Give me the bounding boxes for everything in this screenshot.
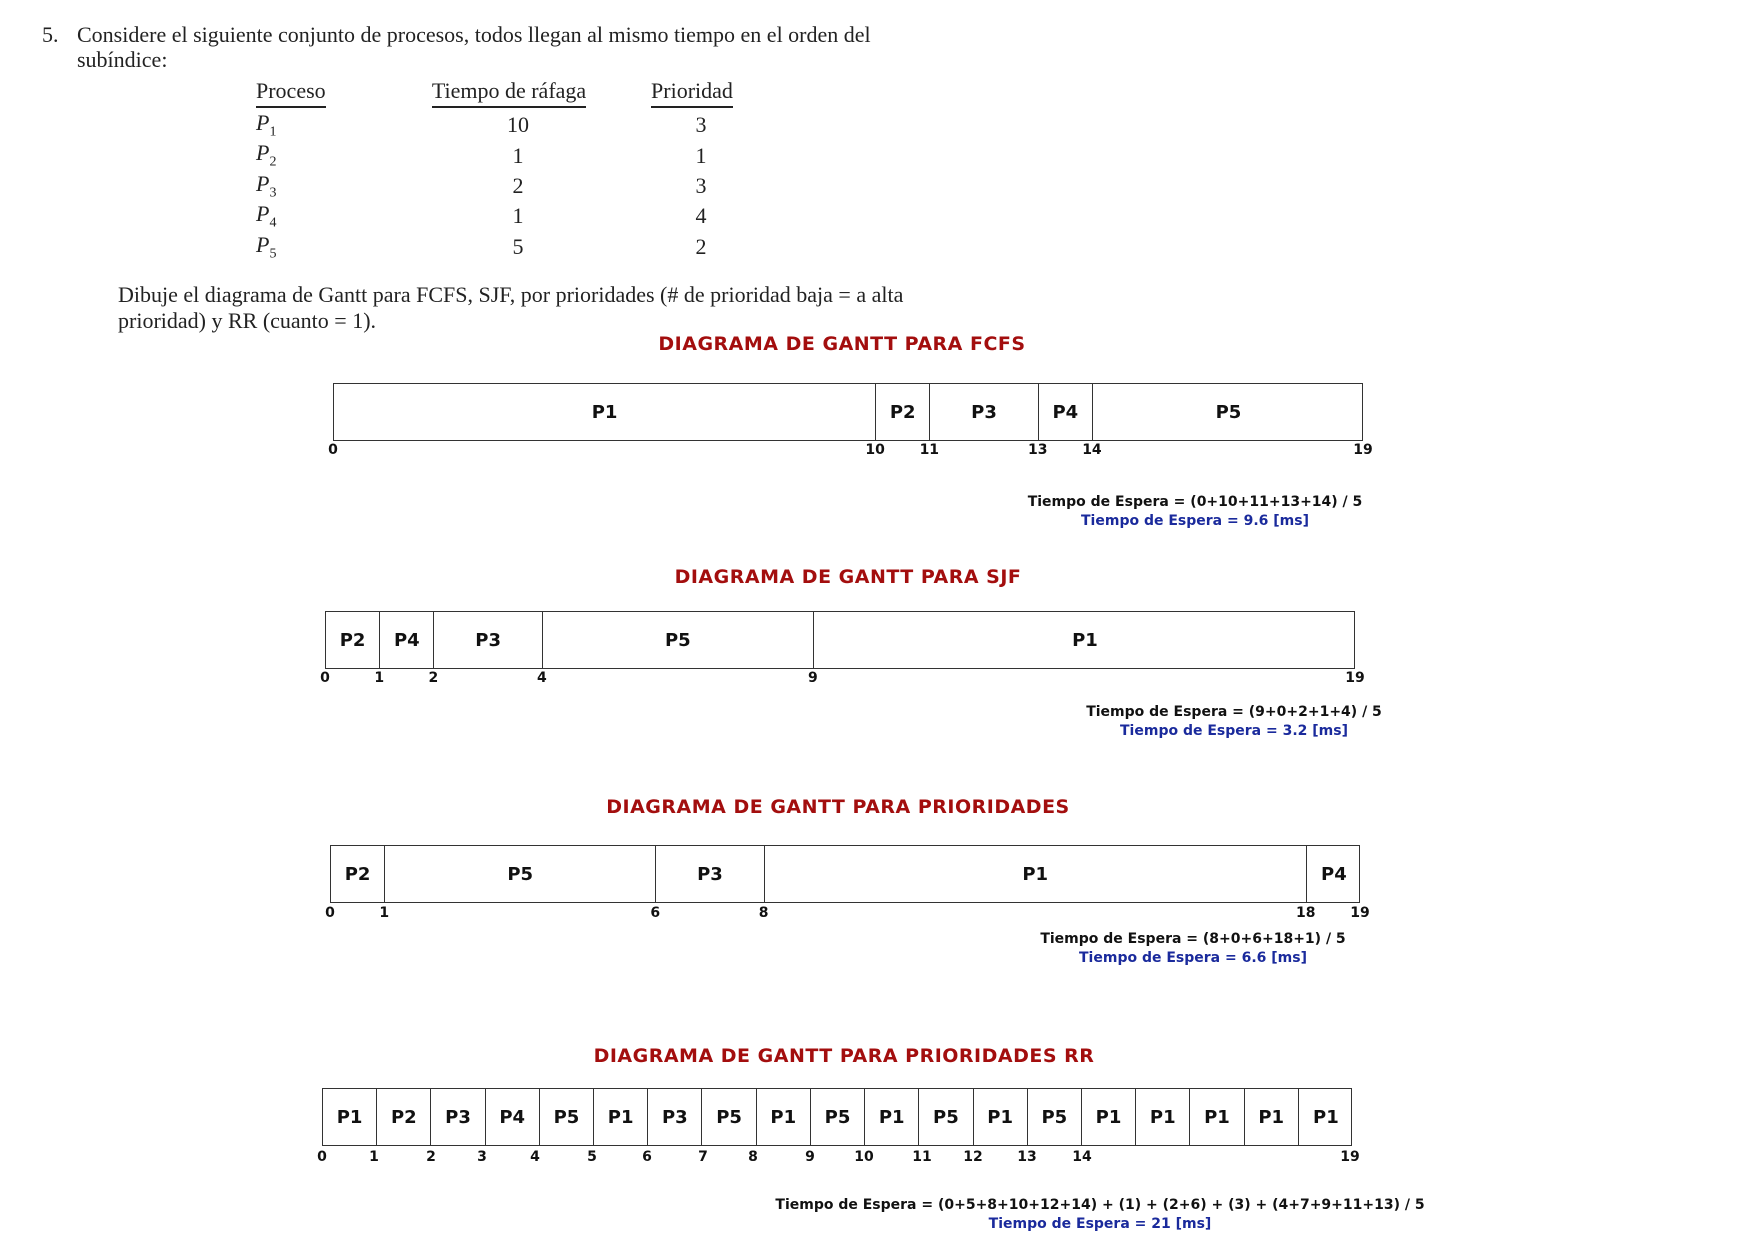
gantt-segment: P2 [377,1089,431,1145]
gantt-segment: P5 [1215,401,1242,423]
priority: 1 [695,142,707,168]
process-name: $P_2$ [256,140,277,170]
gantt-segment: P4 [380,612,434,668]
time-tick: 18 [1296,905,1316,921]
gantt-bar-prioridades [330,845,1360,903]
gantt-segment: P1 [865,1089,919,1145]
time-tick: 13 [1027,442,1048,458]
time-tick: 0 [320,670,330,686]
time-tick: 6 [650,905,661,921]
gantt-segment: P5 [919,1089,973,1145]
time-tick: 19 [1350,905,1370,921]
time-tick: 0 [317,1149,327,1165]
gantt-bar-rr [322,1088,1352,1146]
gantt-segment: P4 [486,1089,540,1145]
time-tick: 13 [1017,1149,1037,1165]
time-tick: 1 [369,1149,379,1165]
gantt-segment: P1 [594,1089,648,1145]
gantt-segment: P5 [385,846,656,902]
gantt-segment: P5 [543,612,814,668]
time-tick: 19 [1353,442,1373,458]
table-header-row [256,78,765,110]
wait-formula-sjf: Tiempo de Espera = (9+0+2+1+4) / 5 [1086,704,1382,720]
time-tick: 6 [642,1149,652,1165]
gantt-segment: P4 [1039,384,1093,440]
gantt-segment: P3 [434,612,542,668]
gantt-segment: P1 [757,1089,811,1145]
time-tick: 5 [587,1149,597,1165]
gantt-segment: P5 [540,1089,594,1145]
time-tick: 8 [758,905,769,921]
gantt-segment: P3 [431,1089,485,1145]
gantt-segment: P1 [1313,1106,1339,1128]
burst-time: 1 [512,142,524,168]
gantt-segment: P1 [334,384,876,440]
wait-formula-rr: Tiempo de Espera = (0+5+8+10+12+14) + (1) + (2+6) + (3) + (4+7+9+11+13) / 5 [775,1197,1425,1213]
table-row [256,232,765,262]
table-row [256,110,765,140]
gantt-segment: P1 [765,846,1307,902]
time-tick: 10 [865,442,885,458]
table-row [256,140,765,170]
time-tick: 19 [1345,670,1365,686]
time-tick: 19 [1340,1149,1360,1165]
gantt-segment: P5 [1028,1089,1082,1145]
time-tick: 7 [698,1149,708,1165]
priority: 4 [695,203,707,229]
gantt-segment: P3 [656,846,764,902]
wait-result-prioridades: Tiempo de Espera = 6.6 [ms] [1079,950,1307,966]
gantt-segment: P1 [1082,1089,1136,1145]
gantt-segment: P2 [326,612,380,668]
gantt-bar-fcfs [333,383,1363,441]
diagram-title-sjf: DIAGRAMA DE GANTT PARA SJF [674,566,1022,588]
process-name: $P_5$ [256,231,277,261]
burst-time: 2 [512,172,524,198]
time-tick: 1 [374,670,385,686]
diagram-title-fcfs: DIAGRAMA DE GANTT PARA FCFS [658,333,1026,355]
gantt-bar-sjf [325,611,1355,669]
process-name: $P_1$ [256,110,277,140]
process-table [256,78,765,262]
gantt-segment: P5 [702,1089,756,1145]
time-tick: 11 [919,442,940,458]
question-number: 5. [42,22,59,47]
time-tick: 2 [428,670,439,686]
time-tick: 9 [805,1149,815,1165]
gantt-segment: P2 [331,846,385,902]
time-tick: 4 [536,670,547,686]
time-tick: 1 [379,905,390,921]
time-tick: 3 [477,1149,487,1165]
time-tick: 2 [426,1149,436,1165]
time-tick: 4 [530,1149,540,1165]
gantt-segment: P1 [1245,1089,1299,1145]
gantt-segment: P1 [323,1089,377,1145]
gantt-segment: P1 [974,1089,1028,1145]
priority: 3 [695,172,707,198]
gantt-segment: P4 [1321,863,1347,885]
wait-formula-prioridades: Tiempo de Espera = (8+0+6+18+1) / 5 [1040,931,1346,947]
time-tick: 9 [808,670,818,686]
wait-result-sjf: Tiempo de Espera = 3.2 [ms] [1120,723,1348,739]
time-tick: 0 [328,442,338,458]
gantt-segment: P2 [876,384,930,440]
time-tick: 12 [963,1149,983,1165]
gantt-segment: P1 [1190,1089,1244,1145]
time-tick: 8 [748,1149,758,1165]
time-tick: 0 [325,905,335,921]
gantt-segment: P3 [930,384,1038,440]
header-rafaga: Tiempo de ráfaga [399,78,637,110]
priority: 3 [695,112,707,138]
process-name: $P_3$ [256,170,277,201]
table-row [256,201,765,231]
process-name: $P_4$ [256,201,277,231]
burst-time: 5 [512,233,524,259]
wait-result-rr: Tiempo de Espera = 21 [ms] [988,1216,1212,1232]
question-text: Considere el siguiente conjunto de procesos, todos llegan al mismo tiempo en el orden del subíndice: [77,22,871,72]
diagram-title-rr: DIAGRAMA DE GANTT PARA PRIORIDADES RR [593,1045,1095,1067]
header-prioridad: Prioridad [637,78,765,110]
priority: 2 [695,233,707,259]
diagram-title-prioridades: DIAGRAMA DE GANTT PARA PRIORIDADES [606,796,1070,818]
table-row [256,171,765,201]
gantt-segment: P5 [811,1089,865,1145]
gantt-segment: P1 [1136,1089,1190,1145]
burst-time: 10 [507,112,529,138]
burst-time: 1 [512,203,524,229]
gantt-segment: P1 [1072,629,1098,651]
time-tick: 10 [854,1149,874,1165]
instruction-text: Dibuje el diagrama de Gantt para FCFS, SJF, por prioridades (# de prioridad baja = a alta prioridad) y RR (cuanto = 1). [118,282,904,333]
wait-result-fcfs: Tiempo de Espera = 9.6 [ms] [1081,513,1309,529]
wait-formula-fcfs: Tiempo de Espera = (0+10+11+13+14) / 5 [1027,494,1363,510]
header-proceso: Proceso [256,78,399,110]
time-tick: 11 [912,1149,932,1165]
time-tick: 14 [1072,1149,1092,1165]
time-tick: 14 [1082,442,1102,458]
gantt-segment: P3 [648,1089,702,1145]
